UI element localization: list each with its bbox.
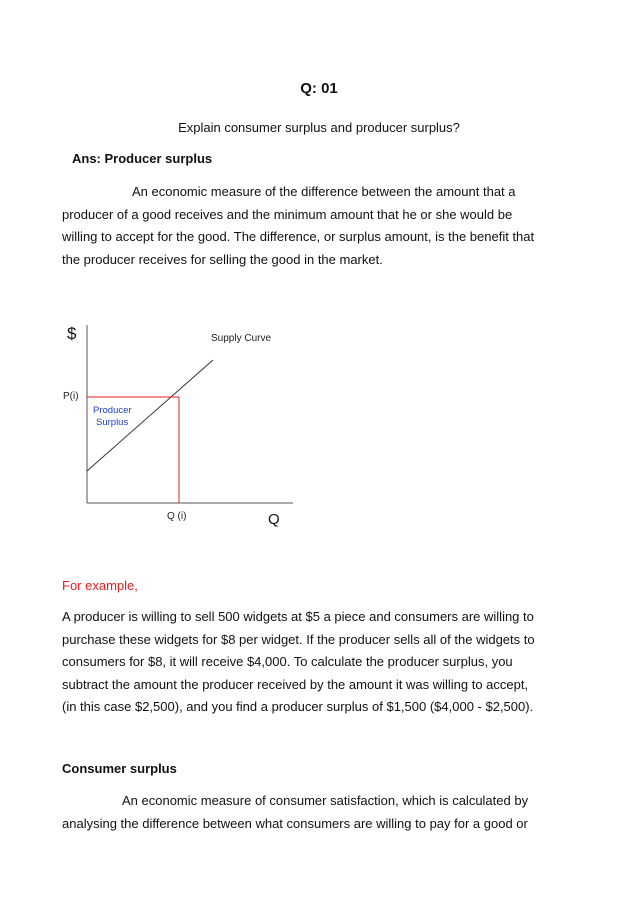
page-title: Q: 01 [300, 80, 338, 97]
y-axis-label: $ [67, 324, 77, 343]
question-prompt: Explain consumer surplus and producer surplus? [178, 120, 460, 135]
region-label: Producer [93, 405, 132, 416]
example-heading: For example, [62, 578, 138, 593]
paragraph-line: A producer is willing to sell 500 widgets at $5 a piece and consumers are willing to [62, 609, 534, 624]
quantity-tick-label: Q (i) [167, 511, 187, 522]
paragraph-line: subtract the amount the producer received by the amount it was willing to accept, [62, 676, 529, 692]
paragraph-line: analysing the difference between what consumers are willing to pay for a good or [62, 815, 528, 831]
example-paragraph [62, 606, 578, 719]
paragraph-line: willing to accept for the good. The difference, or surplus amount, is the benefit that [62, 229, 535, 244]
paragraph-line: producer of a good receives and the minimum amount that he or she would be [62, 206, 513, 222]
series-label: Supply Curve [211, 333, 272, 344]
paragraph-line: consumers for $8, it will receive $4,000. To calculate the producer surplus, you [62, 654, 513, 669]
price-tick-label: P(i) [63, 391, 79, 402]
paragraph-line: An economic measure of consumer satisfaction, which is calculated by [122, 793, 529, 808]
producer-surplus-chart [55, 315, 305, 535]
x-axis-label: Q [268, 511, 280, 528]
producer-surplus-paragraph [62, 181, 578, 271]
consumer-surplus-paragraph [62, 790, 578, 835]
consumer-surplus-heading: Consumer surplus [62, 761, 177, 776]
paragraph-line: the producer receives for selling the good in the market. [62, 251, 383, 267]
paragraph-line: purchase these widgets for $8 per widget. If the producer sells all of the widgets to [62, 631, 535, 647]
region-label: Surplus [96, 417, 129, 428]
paragraph-line: (in this case $2,500), and you find a producer surplus of $1,500 ($4,000 - $2,500). [62, 699, 534, 714]
producer-surplus-heading: Ans: Producer surplus [72, 151, 213, 166]
paragraph-line: An economic measure of the difference between the amount that a [132, 184, 516, 199]
